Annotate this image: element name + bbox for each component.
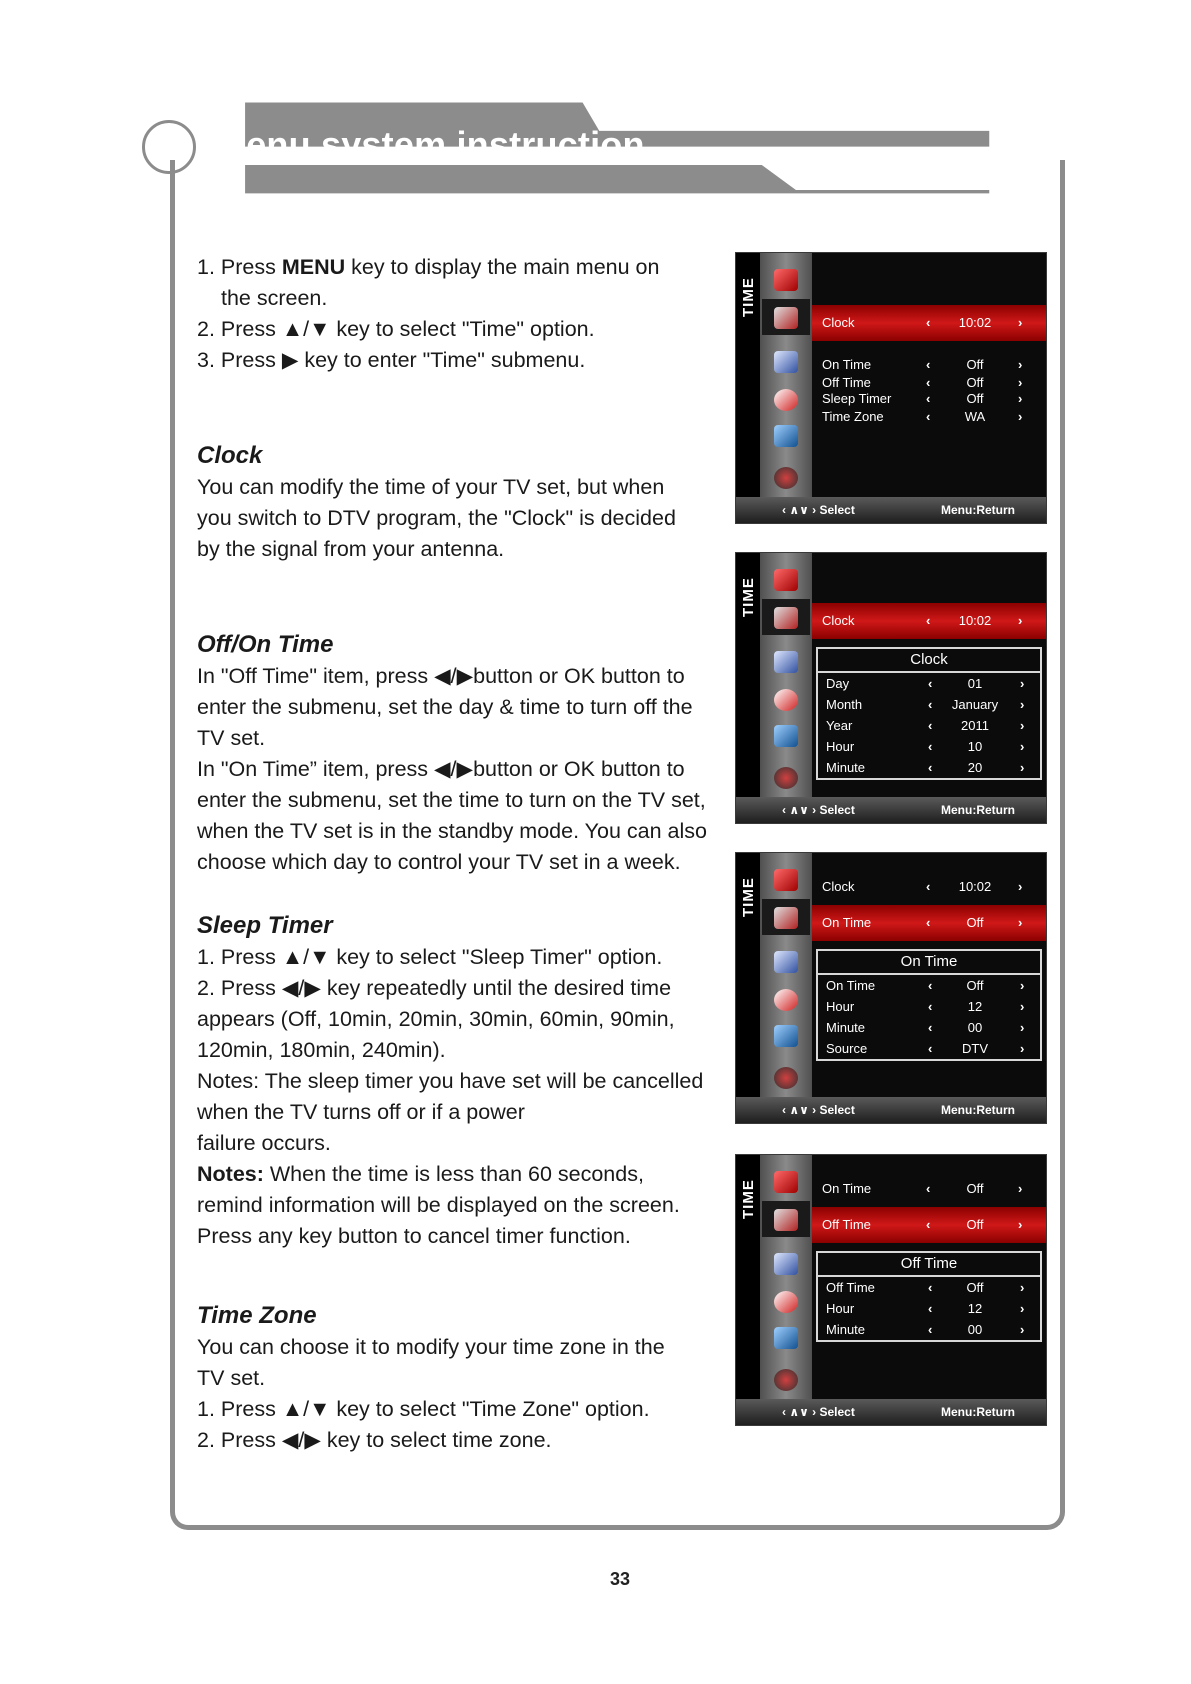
tv-submenu-box — [816, 1251, 1042, 1342]
tv-submenu-row[interactable]: On Time ‹ Off › — [826, 978, 1025, 993]
sleep-line: failure occurs. — [197, 1131, 331, 1155]
tv-menu-row[interactable]: On Time ‹ Off › — [822, 357, 1023, 372]
tv-submenu-box — [816, 647, 1042, 780]
tv-side-label: TIME — [740, 877, 757, 917]
tv-submenu-title: Off Time — [818, 1253, 1040, 1277]
screen-icon — [774, 1025, 798, 1047]
tv-return-hint: Menu:Return — [941, 1405, 1015, 1419]
lock-icon — [774, 467, 798, 489]
tv-nav-hint: ‹ ∧∨ › Select — [782, 803, 855, 817]
tv-menu-row[interactable]: On Time ‹ Off › — [822, 1181, 1023, 1196]
tv-menu-row-selected[interactable]: Clock ‹ 10:02 › — [812, 603, 1047, 639]
sleep-heading: Sleep Timer — [197, 912, 333, 939]
offon-line: when the TV set is in the standby mode. You can also — [197, 819, 707, 843]
tv-return-hint: Menu:Return — [941, 503, 1015, 517]
tv-nav-hint: ‹ ∧∨ › Select — [782, 503, 855, 517]
tv-return-hint: Menu:Return — [941, 1103, 1015, 1117]
step-1: 1. Press MENU key to display the main menu on — [197, 255, 660, 279]
time-icon — [774, 907, 798, 929]
time-icon — [774, 1209, 798, 1231]
tv-screen-ontime-submenu — [735, 852, 1047, 1124]
tv-icon-bar — [760, 553, 812, 797]
timezone-line: You can choose it to modify your time zone in the — [197, 1335, 665, 1359]
tv-icon-bar — [760, 253, 812, 497]
tv-submenu-row[interactable]: Minute ‹ 20 › — [826, 760, 1025, 775]
clock-line: by the signal from your antenna. — [197, 537, 505, 561]
tv-screen-offtime-submenu — [735, 1154, 1047, 1426]
offon-line: TV set. — [197, 726, 266, 750]
tv-submenu-row[interactable]: Day ‹ 01 › — [826, 676, 1025, 691]
picture-icon — [774, 569, 798, 591]
sleep-line: appears (Off, 10min, 20min, 30min, 60min, 90min, — [197, 1007, 675, 1031]
tv-footer — [736, 1399, 1046, 1425]
sleep-line: Notes: The sleep timer you have set will be cancelled — [197, 1069, 704, 1093]
screen-icon — [774, 1327, 798, 1349]
tv-icon-bar — [760, 1155, 812, 1399]
picture-icon — [774, 869, 798, 891]
screen-icon — [774, 425, 798, 447]
tv-side-label: TIME — [740, 277, 757, 317]
page-number: 33 — [609, 1569, 631, 1589]
clock-line: You can modify the time of your TV set, but when — [197, 475, 665, 499]
tv-submenu-row[interactable]: Off Time ‹ Off › — [826, 1280, 1025, 1295]
timezone-line: 1. Press ▲/▼ key to select "Time Zone" option. — [197, 1397, 650, 1421]
sleep-line: 120min, 180min, 240min). — [197, 1038, 446, 1062]
tv-side-label: TIME — [740, 1179, 757, 1219]
time-icon — [774, 307, 798, 329]
tv-side-label: TIME — [740, 577, 757, 617]
tools-icon — [774, 651, 798, 673]
tv-return-hint: Menu:Return — [941, 803, 1015, 817]
tv-footer — [736, 497, 1046, 523]
tools-icon — [774, 1253, 798, 1275]
tv-icon-bar — [760, 853, 812, 1097]
tv-submenu-row[interactable]: Source ‹ DTV › — [826, 1041, 1025, 1056]
screen-icon — [774, 725, 798, 747]
tv-menu-row-selected[interactable]: Off Time ‹ Off › — [812, 1207, 1047, 1243]
picture-icon — [774, 1171, 798, 1193]
tv-submenu-row[interactable]: Hour ‹ 10 › — [826, 739, 1025, 754]
step-1-cont: the screen. — [221, 286, 328, 310]
tools-icon — [774, 351, 798, 373]
tv-menu-row-selected[interactable]: On Time ‹ Off › — [812, 905, 1047, 941]
timezone-heading: Time Zone — [197, 1302, 317, 1329]
sleep-line: 2. Press ◀/▶ key repeatedly until the desired time — [197, 976, 672, 1000]
step-2: 2. Press ▲/▼ key to select "Time" option. — [197, 317, 595, 341]
tv-submenu-row[interactable]: Minute ‹ 00 › — [826, 1020, 1025, 1035]
section-title: Time — [216, 198, 279, 228]
offon-line: enter the submenu, set the time to turn on the TV set, — [197, 788, 706, 812]
sleep-line: 1. Press ▲/▼ key to select "Sleep Timer" option. — [197, 945, 663, 969]
setup-icon — [774, 989, 798, 1011]
tv-footer — [736, 1097, 1046, 1123]
tv-menu-row[interactable]: Off Time ‹ Off › — [822, 375, 1023, 390]
lock-icon — [774, 1369, 798, 1391]
tv-nav-hint: ‹ ∧∨ › Select — [782, 1103, 855, 1117]
lock-icon — [774, 767, 798, 789]
tv-submenu-row[interactable]: Month ‹ January › — [826, 697, 1025, 712]
tv-submenu-row[interactable]: Hour ‹ 12 › — [826, 999, 1025, 1014]
timezone-line: TV set. — [197, 1366, 266, 1390]
setup-icon — [774, 689, 798, 711]
instruction-text — [197, 252, 717, 1456]
time-icon — [774, 607, 798, 629]
tv-submenu-row[interactable]: Hour ‹ 12 › — [826, 1301, 1025, 1316]
tv-menu-row[interactable]: Sleep Timer ‹ Off › — [822, 391, 1023, 406]
tv-submenu-box — [816, 949, 1042, 1061]
sleep-notes-line: Press any key button to cancel timer function. — [197, 1224, 631, 1248]
offon-line: In "On Time” item, press ◀/▶button or OK button to — [197, 757, 685, 781]
offon-line: enter the submenu, set the day & time to turn off the — [197, 695, 693, 719]
step-3: 3. Press ▶ key to enter "Time" submenu. — [197, 348, 586, 372]
tv-submenu-row[interactable]: Minute ‹ 00 › — [826, 1322, 1025, 1337]
picture-icon — [774, 269, 798, 291]
offon-line: choose which day to control your TV set in a week. — [197, 850, 681, 874]
tv-menu-row[interactable]: Time Zone ‹ WA › — [822, 409, 1023, 424]
clock-line: you switch to DTV program, the "Clock" is decided — [197, 506, 676, 530]
setup-icon — [774, 1291, 798, 1313]
offon-heading: Off/On Time — [197, 631, 334, 658]
tv-screen-clock-submenu — [735, 552, 1047, 824]
offon-line: In "Off Time" item, press ◀/▶button or OK button to — [197, 664, 685, 688]
tv-submenu-title: Clock — [818, 649, 1040, 673]
sleep-notes-line: remind information will be displayed on the screen. — [197, 1193, 680, 1217]
tv-footer — [736, 797, 1046, 823]
tv-submenu-row[interactable]: Year ‹ 2011 › — [826, 718, 1025, 733]
tv-nav-hint: ‹ ∧∨ › Select — [782, 1405, 855, 1419]
clock-heading: Clock — [197, 442, 263, 469]
sleep-line: when the TV turns off or if a power — [197, 1100, 525, 1124]
setup-icon — [774, 389, 798, 411]
tools-icon — [774, 951, 798, 973]
lock-icon — [774, 1067, 798, 1089]
tv-screen-time-menu — [735, 252, 1047, 524]
tv-menu-row-selected[interactable]: Clock ‹ 10:02 › — [812, 305, 1047, 341]
page-title: Menu system instruction — [216, 124, 645, 165]
timezone-line: 2. Press ◀/▶ key to select time zone. — [197, 1428, 552, 1452]
tv-menu-row[interactable]: Clock ‹ 10:02 › — [822, 879, 1023, 894]
tv-submenu-title: On Time — [818, 951, 1040, 975]
sleep-notes: Notes: When the time is less than 60 seconds, — [197, 1162, 644, 1186]
